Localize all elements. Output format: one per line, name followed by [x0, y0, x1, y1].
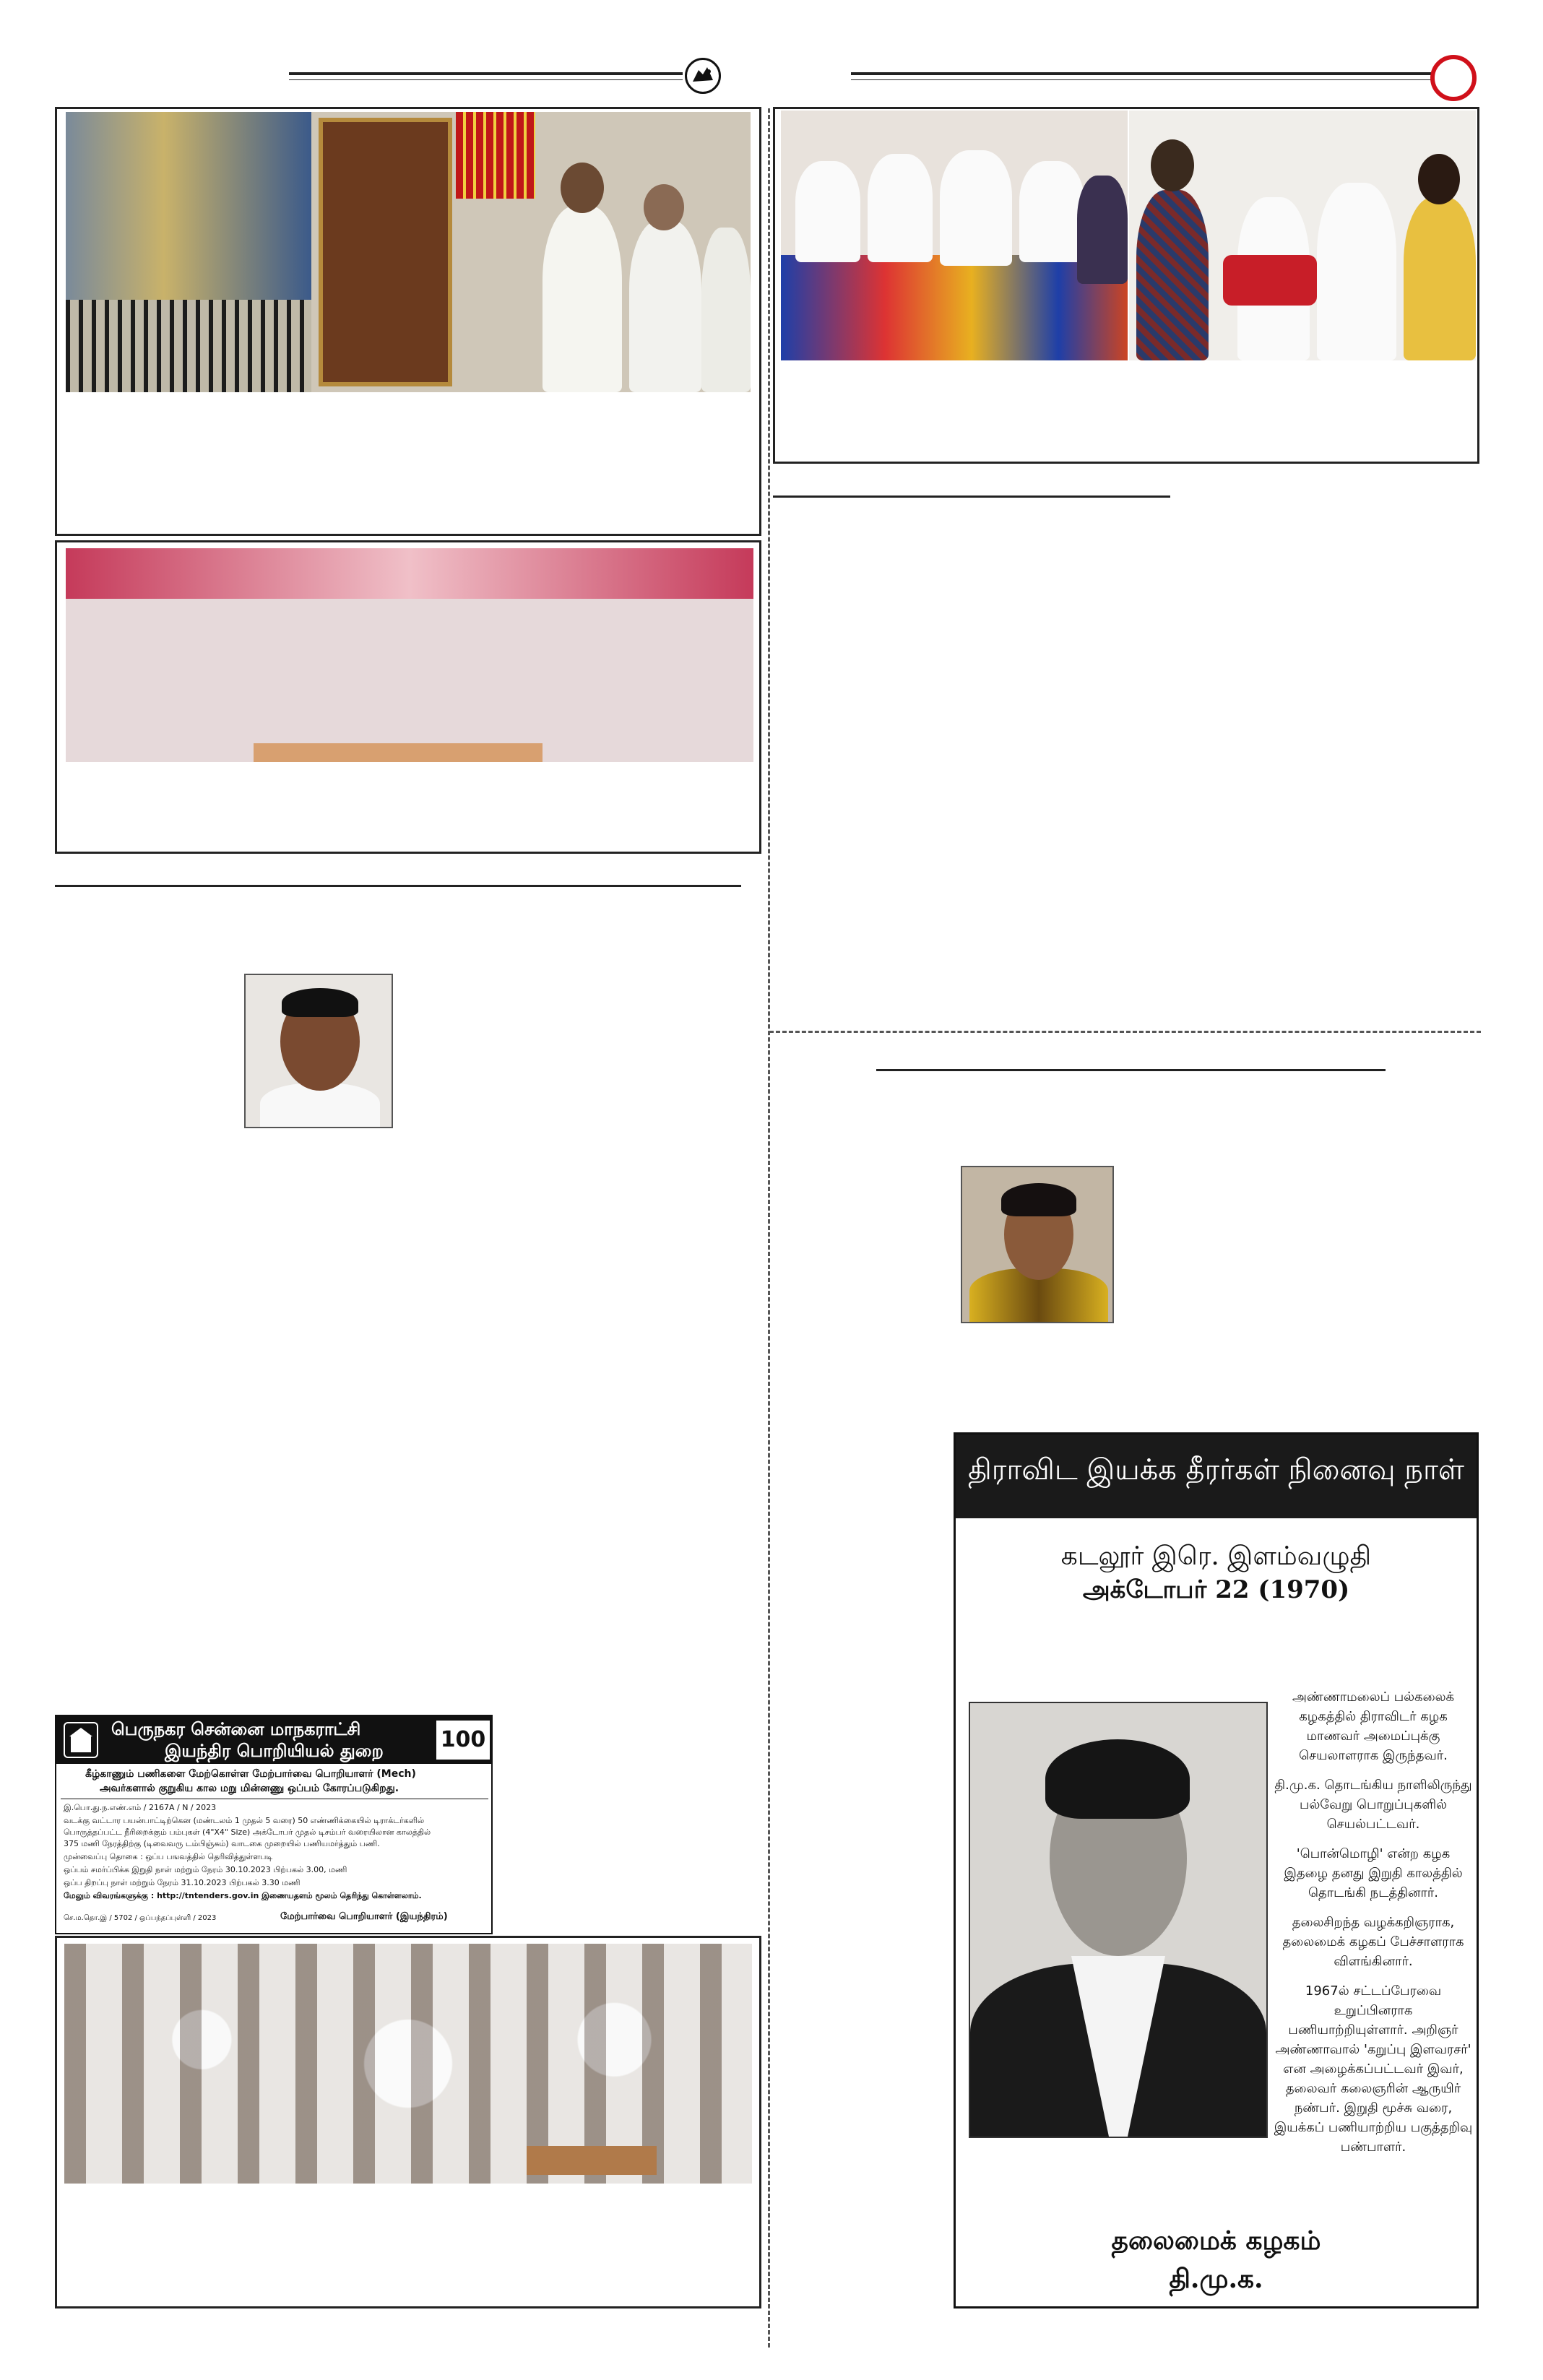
masthead-rule-right [851, 72, 1438, 75]
person-figure [1019, 161, 1084, 262]
tender-notice [55, 1715, 493, 1934]
section-divider-right [769, 1031, 1481, 1033]
notice-desc1: வடக்கு வட்டார பயன்பாட்டிற்கென (மண்டலம் 1 முதல் 5 வரை) 50 எண்ணிக்கையில் டிராக்டர்களில் [64, 1816, 425, 1825]
portrait-hair [1045, 1739, 1190, 1819]
memorial-date: அக்டோபர் 22 (1970) [1082, 1575, 1350, 1604]
person-head [644, 184, 684, 230]
person-figure [795, 161, 860, 262]
memorial-name: கடலூர் இரெ. இளம்வழுதி [1060, 1541, 1372, 1571]
notice-last-date: ஒப்பம் சமர்ப்பிக்க இறுதி நாள் மற்றும் நேரம் 30.10.2023 பிற்பகல் 3.00, மணி [64, 1865, 347, 1874]
bio-paragraph: 1967ல் சட்டப்பேரவை உறுப்பினராக பணியாற்றியுள்ளார். அறிஞர் அண்ணாவால் 'கறுப்பு இளவரசர்' என அழைக்கப்பட்டவர் இவர், தலைவர் கலைஞரின் ஆருயிர் நண்பர். இறுதி மூச்சு வரை, இயக்கப் பணியாற்றிய பகுத்தறிவு பண்பாளர். [1274, 1983, 1473, 2155]
notice-line1: கீழ்காணும் பணிகளை மேற்கொள்ள மேற்பார்வை பொறியாளர் (Mech) [85, 1768, 416, 1780]
person-figure [629, 220, 701, 392]
bio-paragraph: தி.மு.க. தொடங்கிய நாளிலிருந்து பல்வேறு பொறுப்புகளில் செயல்பட்டவர். [1274, 1778, 1472, 1832]
person-head [1418, 154, 1460, 204]
corporation-emblem-icon [64, 1722, 98, 1758]
person-figure [940, 150, 1012, 266]
notice-line2: அவர்களால் குறுகிய கால மறு மின்னணு ஒப்பம் கோரப்படுகிறது. [100, 1783, 399, 1794]
masthead-rule-right-thin [851, 79, 1438, 80]
fence [66, 300, 311, 392]
person-figure [1136, 190, 1209, 360]
headline-rule-right-2 [876, 1069, 1386, 1071]
person-figure [868, 154, 933, 262]
notice-deposit: முன்வைப்பு தொகை : ஒப்ப பஙவத்தில் தெரிவித்துள்ளபடி [64, 1852, 273, 1861]
bio-paragraph: அண்ணாமலைப் பல்கலைக் கழகத்தில் திராவிடர் கழக மாணவர் அமைப்புக்கு செயலாளராக இருந்தவர். [1292, 1689, 1455, 1763]
photo-box-crowd [55, 1936, 761, 2308]
memorial-ad [954, 1432, 1479, 2308]
headline-rule-left [55, 885, 741, 887]
portrait-hair [282, 988, 358, 1017]
memorial-footer-party: தி.மு.க. [1169, 2264, 1263, 2294]
notice-signatory: மேற்பார்வை பொறியாளர் (இயந்திரம்) [280, 1911, 448, 1922]
memorial-title: திராவிட இயக்க தீரர்கள் நினைவு நாள் [968, 1453, 1464, 1487]
photo-laptop-handover [1129, 111, 1476, 360]
plaque [319, 118, 452, 386]
table [527, 2146, 657, 2175]
notice-header [56, 1716, 491, 1764]
memorial-header [956, 1435, 1477, 1518]
portrait-hair [1001, 1183, 1076, 1216]
photo-plaque-unveiling [66, 112, 751, 392]
author-portrait-left [244, 974, 393, 1128]
person-figure [543, 206, 622, 392]
person-figure [1077, 176, 1128, 284]
person-head [1151, 139, 1194, 191]
bio-paragraph: 'பொன்மொழி' என்ற கழக இதழை தனது இறுதி காலத்தில் தொடங்கி நடத்தினார். [1284, 1846, 1463, 1900]
banner [66, 548, 753, 599]
person-figure [701, 228, 751, 392]
table [254, 743, 543, 762]
person-head [561, 163, 604, 213]
notice-ref: இ.பொ.து.ந.எண்.எம் / 2167A / N / 2023 [64, 1803, 217, 1812]
items-pile [781, 255, 1128, 360]
bio-paragraph: தலைசிறந்த வழக்கறிஞராக, தலைமைக் கழகப் பேச்சாளராக விளங்கினார். [1282, 1915, 1464, 1969]
notice-dept: இயந்திர பொறியியல் துறை [165, 1741, 384, 1761]
notice-serial: செ.ம.தொ.இ / 5702 / ஒப்பந்தப்புள்ளி / 2023 [64, 1914, 217, 1922]
photo-welfare-items [781, 111, 1128, 360]
author-portrait-right [961, 1166, 1114, 1323]
photo-box-plaque [55, 107, 761, 536]
person-figure [1404, 197, 1476, 360]
person-figure [1317, 183, 1396, 360]
memorial-portrait [969, 1702, 1268, 2138]
notice-org: பெருநகர சென்னை மாநகராட்சி [111, 1719, 361, 1739]
notice-desc3: 375 மணி நேரத்திற்கு (டிவைவரு டம்பிஞ்சும்) வாடகை முறையில் பணியமர்த்தும் பணி. [64, 1839, 380, 1848]
column-divider [768, 108, 770, 2347]
centenary-badge: 100 [436, 1721, 490, 1760]
photo-box-distribution [773, 107, 1479, 464]
memorial-bio [1274, 1687, 1473, 2167]
red-circle-icon [1430, 55, 1477, 101]
photo-crowd-cards [64, 1944, 752, 2184]
dmk-emblem-icon [685, 58, 721, 94]
photo-book-release [66, 548, 753, 762]
memorial-footer-office: தலைமைக் கழகம் [1111, 2225, 1321, 2256]
notice-more-info: மேலும் விவரங்களுக்கு : http://tntenders.gov.in இணையதளம் மூலம் தெரிந்து கொள்ளலாம். [64, 1891, 422, 1900]
notice-open-date: ஒப்ப திறப்பு நாள் மற்றும் நேரம் 31.10.2023 பிற்பகல் 3.30 மணி [64, 1878, 301, 1887]
notice-desc2: பொருத்தப்பட்ட நீரிறைக்கும் பம்புகள் (4"X4" Size) அக்டோபர் முதல் டிசம்பர் வரையிலான காலத்தில் [64, 1827, 431, 1837]
bag [1223, 255, 1317, 306]
curtain [456, 112, 535, 199]
masthead-rule-left-thin [289, 79, 683, 80]
headline-rule-right [773, 496, 1170, 498]
masthead-rule-left [289, 72, 683, 75]
photo-box-book-release [55, 540, 761, 854]
